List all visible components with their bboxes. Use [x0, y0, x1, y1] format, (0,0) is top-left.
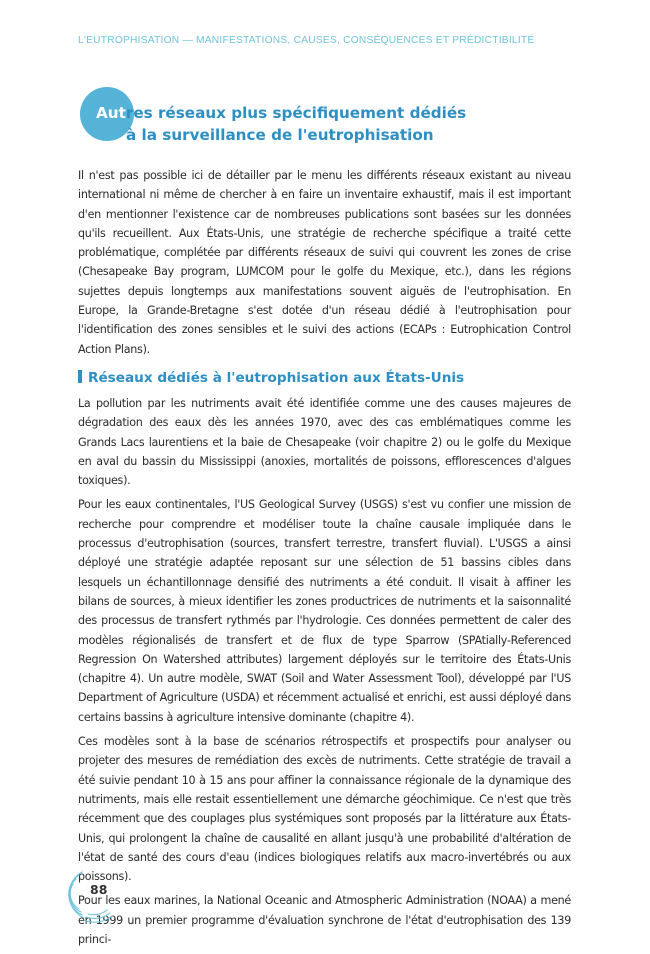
page-number: 88 — [90, 882, 108, 897]
subsection-title: Réseaux dédiés à l'eutrophisation aux États-Unis — [88, 369, 465, 386]
subsection-bar-marker — [78, 370, 82, 383]
section-title-line-1-rest: res réseaux plus spécifiquement dédiés — [125, 104, 467, 122]
paragraph-noaa: Pour les eaux marines, la National Oceanic and Atmospheric Administration (NOAA) a mené en 1999 un premier programme d'évaluation synchrone de l'état d'eutrophisation des 139 princi- — [78, 894, 571, 946]
body-text — [78, 166, 571, 954]
paragraph-models: Ces modèles sont à la base de scénarios rétrospectifs et prospectifs pour analyser ou projeter des mesures de remédiation des excès de nutriments. Cette stratégie de travail a été suivie pendant 10 à 15 ans pour affiner la connaissance régionale de la dynamique des nutriments, mais elle restait essentiellement une démarche géochimique. Ce n'est que très récemment que des couplages plus systémiques sont proposés par la littérature aux États-Unis, qui prolongent la chaîne de causalité en allant jusqu'à une probabilité d'altération de l'état de santé des cours d'eau (indices biologiques relatifs aux macro-invertébrés ou aux poissons). — [78, 735, 571, 884]
paragraph-pollution: La pollution par les nutriments avait été identifiée comme une des causes majeures de dégradation des eaux dès les années 1970, avec des cas emblématiques comme les Grands Lacs laurentiens et la baie de Chesapeake (voir chapitre 2) ou le golfe du Mexique en aval du bassin du Mississippi (anoxies, mortalités de poissons, efflorescences d'algues toxiques). — [78, 396, 571, 488]
section-title-line-2: à la surveillance de l'eutrophisation — [126, 126, 434, 144]
section-title-line-1 — [96, 104, 466, 122]
intro-paragraph: Il n'est pas possible ici de détailler par le menu les différents réseaux existant au niveau international ni même de chercher à en faire un inventaire exhaustif, mais il est important d'en mentionner l'existence car de nombreuses publications sont basées sur les données qu'ils recueillent. Aux États-Unis, une stratégie de recherche spécifique a traité cette problématique, complétée par différents réseaux de suivi qui couvrent les zones de crise (Chesapeake Bay program, LUMCOM pour le golfe du Mexique, etc.), dans les régions sujettes depuis longtemps aux manifestations souvent aiguës de l'eutrophisation. En Europe, la Grande-Bretagne s'est dotée d'un réseau dédié à l'eutrophisation pour l'identification des zones sensibles et le suivi des actions (ECAPs : Eutrophication Control Action Plans). — [78, 169, 571, 356]
section-title-highlight: Aut — [96, 104, 126, 122]
section-heading — [78, 86, 598, 146]
subsection-heading — [78, 368, 571, 388]
running-header: L'EUTROPHISATION — MANIFESTATIONS, CAUSES, CONSÉQUENCES ET PRÉDICTIBILITÉ — [78, 35, 535, 46]
paragraph-usgs: Pour les eaux continentales, l'US Geological Survey (USGS) s'est vu confier une mission de recherche pour comprendre et modéliser toute la chaîne causale impliquée dans le processus d'eutrophisation (sources, transfert terrestre, transfert fluvial). L'USGS a ainsi déployé une stratégie adaptée reposant sur une sélection de 51 bassins cibles dans lesquels un échantillonnage densifié des nutriments a été conduit. Il visait à affiner les bilans de sources, à mieux identifier les zones productrices de nutriments et la saisonnalité des processus de transfert rythmés par l'hydrologie. Ces données permettent de caler des modèles régionalisés de transfert et de flux de type Sparrow (SPAtially-Referenced Regression On Watershed attributes) largement déployés sur le territoire des États-Unis (chapitre 4). Un autre modèle, SWAT (Soil and Water Assessment Tool), développé par l'US Department of Agriculture (USDA) et récemment actualisé et enrichi, est aussi déployé dans certains bassins à agriculture intensive dominante (chapitre 4). — [78, 498, 571, 724]
